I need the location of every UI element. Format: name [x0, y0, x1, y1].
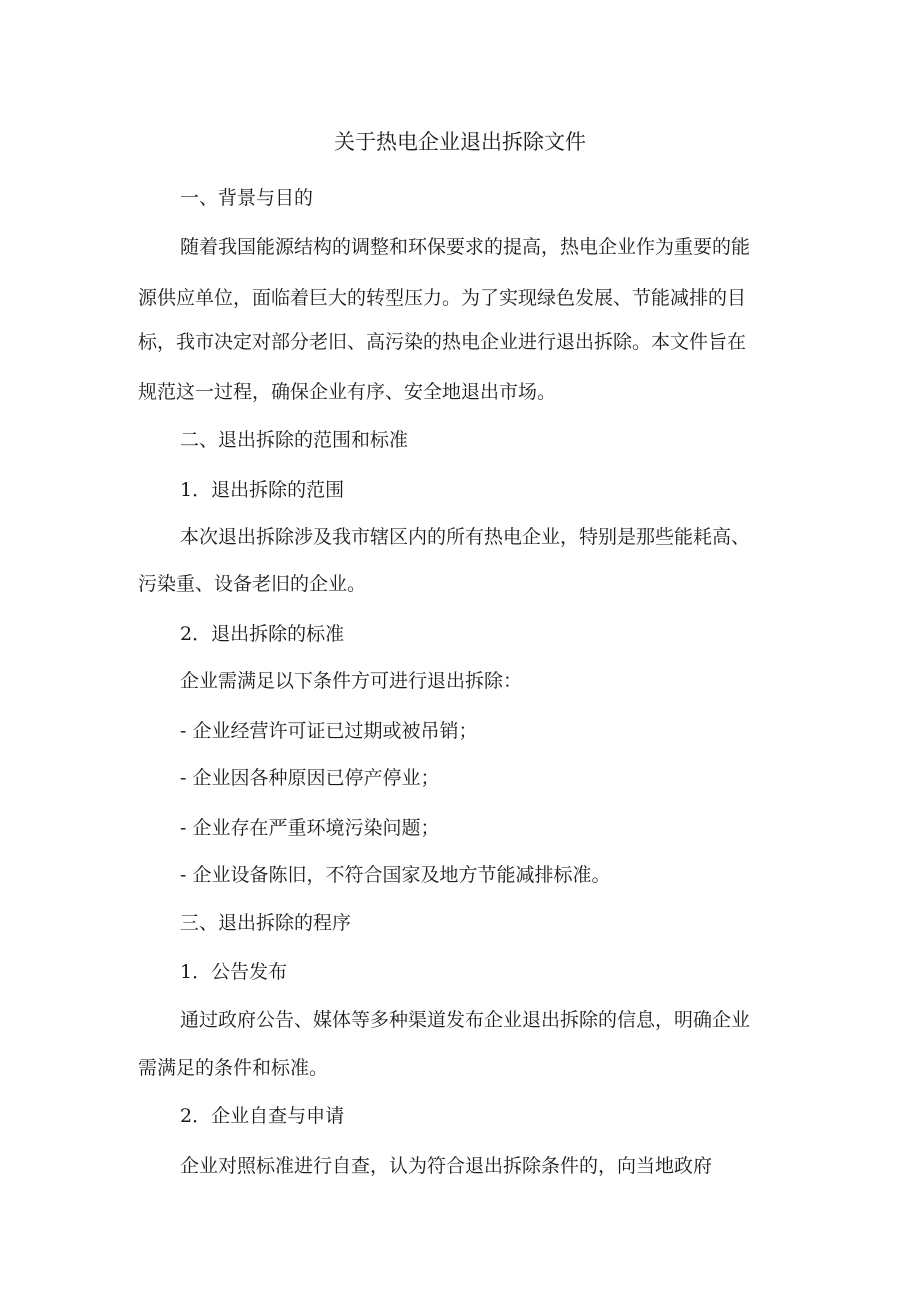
section-heading: 一、背景与目的 [180, 187, 314, 209]
paragraph-line: 需满足的条件和标准。 [138, 1057, 329, 1079]
paragraph-line: 企业需满足以下条件方可进行退出拆除： [180, 670, 523, 692]
list-item: - 企业存在严重环境污染问题； [180, 817, 440, 839]
paragraph-line: 标，我市决定对部分老旧、高污染的热电企业进行退出拆除。本文件旨在 [138, 331, 747, 353]
list-item: - 企业设备陈旧，不符合国家及地方节能减排标准。 [180, 864, 611, 886]
paragraph-line: 通过政府公告、媒体等多种渠道发布企业退出拆除的信息，明确企业 [180, 1009, 751, 1031]
section-heading: 二、退出拆除的范围和标准 [180, 429, 409, 451]
paragraph-line: 企业对照标准进行自查，认为符合退出拆除条件的，向当地政府 [180, 1155, 713, 1177]
list-item: - 企业因各种原因已停产停业； [180, 767, 440, 789]
subsection-heading: 2．退出拆除的标准 [180, 623, 345, 645]
subsection-heading: 1．公告发布 [180, 961, 288, 983]
paragraph-line: 本次退出拆除涉及我市辖区内的所有热电企业，特别是那些能耗高、 [180, 526, 751, 548]
section-heading: 三、退出拆除的程序 [180, 912, 352, 934]
document-title: 关于热电企业退出拆除文件 [334, 130, 586, 154]
list-item: - 企业经营许可证已过期或被吊销； [180, 720, 478, 742]
paragraph-line: 规范这一过程，确保企业有序、安全地退出市场。 [138, 381, 557, 403]
subsection-heading: 1．退出拆除的范围 [180, 479, 345, 501]
paragraph-line: 污染重、设备老旧的企业。 [138, 573, 367, 595]
paragraph-line: 源供应单位，面临着巨大的转型压力。为了实现绿色发展、节能减排的目 [138, 287, 747, 309]
paragraph-line: 随着我国能源结构的调整和环保要求的提高，热电企业作为重要的能 [180, 236, 751, 258]
subsection-heading: 2．企业自查与申请 [180, 1105, 345, 1127]
